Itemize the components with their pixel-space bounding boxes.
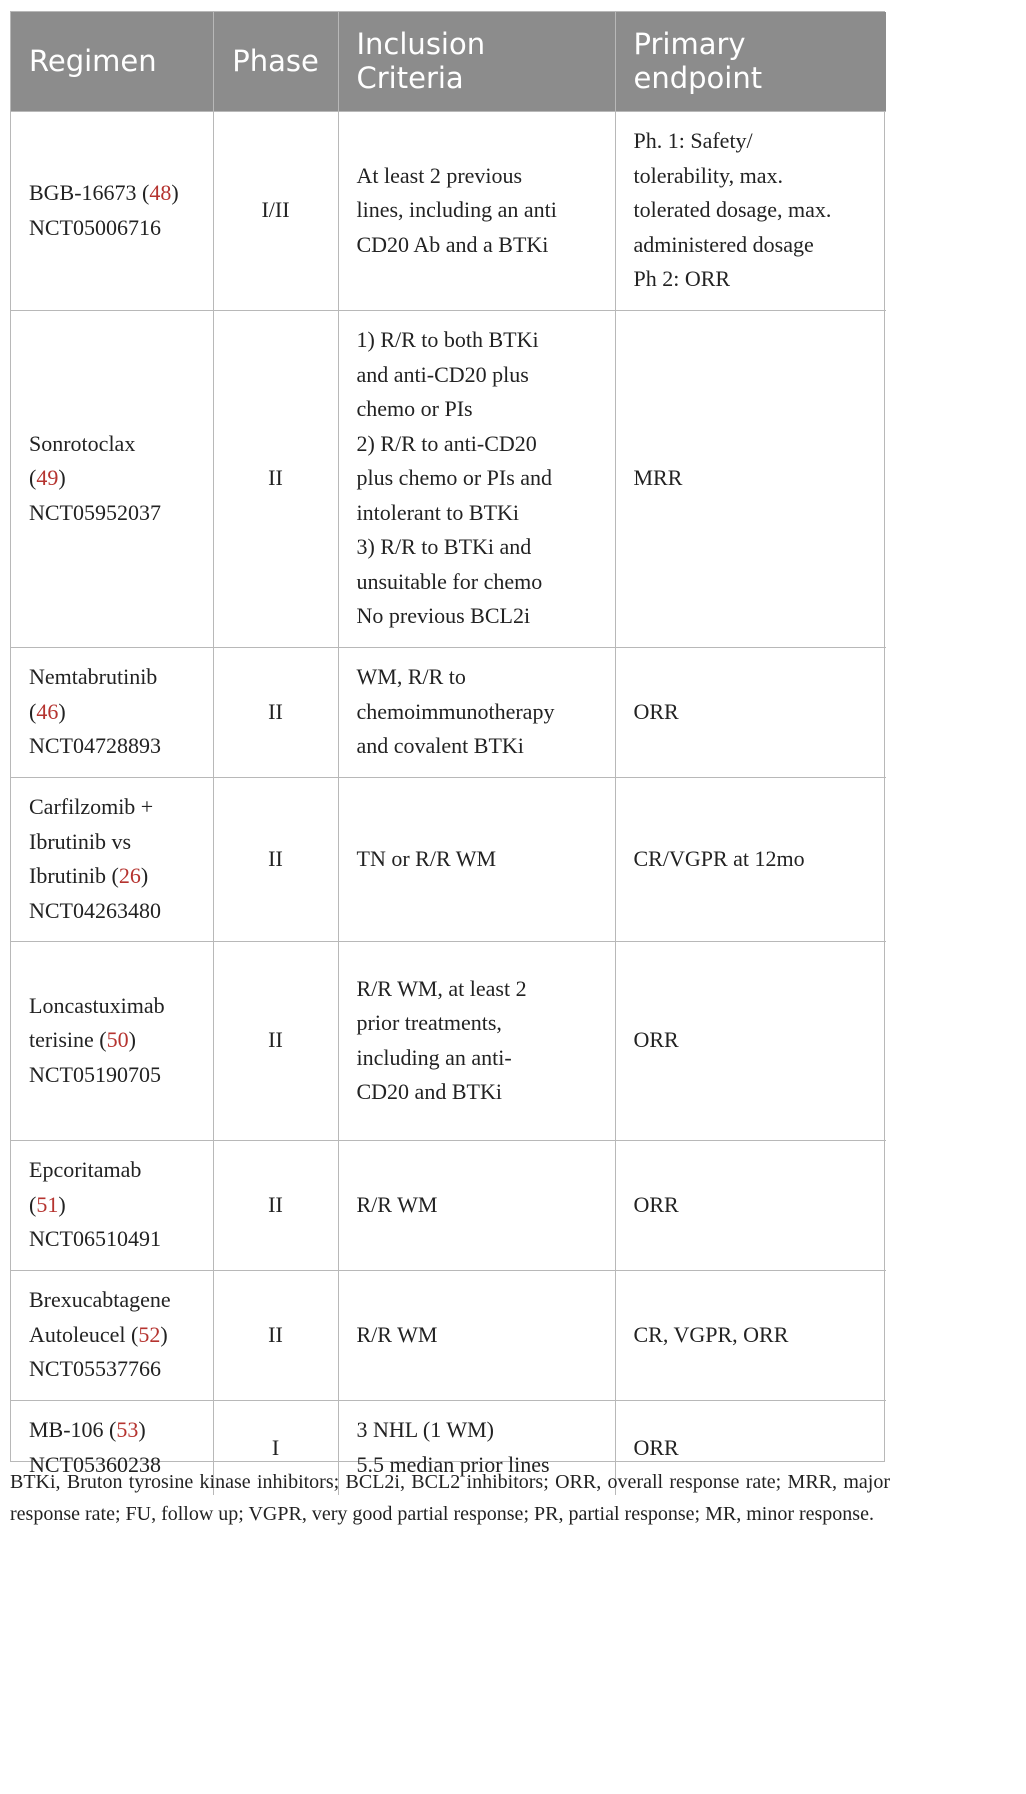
phase-cell: II	[213, 310, 338, 647]
endpoint-line: ORR	[633, 698, 679, 724]
regimen-line: terisine (50)	[29, 1027, 136, 1053]
regimen-line: NCT06510491	[29, 1226, 161, 1252]
phase-cell: II	[213, 1140, 338, 1270]
reference-link[interactable]: 51	[36, 1191, 59, 1217]
inclusion-line: intolerant to BTKi	[356, 499, 520, 525]
header-row	[11, 12, 886, 111]
header-line: endpoint	[633, 61, 763, 96]
endpoint-line: CR, VGPR, ORR	[633, 1321, 789, 1347]
inclusion-line: chemo or PIs	[356, 396, 473, 422]
reference-link[interactable]: 52	[138, 1321, 161, 1347]
inclusion-criteria-cell	[338, 1270, 615, 1400]
primary-endpoint-cell	[615, 310, 886, 647]
header-line: Phase	[232, 44, 319, 79]
primary-endpoint-cell	[615, 777, 886, 941]
table-row	[11, 111, 886, 310]
inclusion-line: chemoimmunotherapy	[356, 698, 555, 724]
phase-cell: I/II	[213, 111, 338, 310]
reference-link[interactable]: 50	[106, 1027, 129, 1053]
regimen-line: MB-106 (53)	[29, 1417, 146, 1443]
inclusion-criteria-cell	[338, 941, 615, 1140]
inclusion-line: unsuitable for chemo	[356, 568, 543, 594]
header-line: Regimen	[29, 44, 157, 79]
inclusion-criteria-cell	[338, 111, 615, 310]
primary-endpoint-cell	[615, 111, 886, 310]
reference-link[interactable]: 49	[36, 465, 59, 491]
phase-cell: II	[213, 647, 338, 777]
trials-table	[11, 12, 886, 1495]
reference-link[interactable]: 46	[36, 698, 59, 724]
endpoint-line: ORR	[633, 1434, 679, 1460]
header-line: Inclusion	[356, 27, 486, 62]
endpoint-line: Ph. 1: Safety/	[633, 128, 753, 154]
inclusion-line: No previous BCL2i	[356, 603, 531, 629]
endpoint-line: administered dosage	[633, 231, 814, 257]
endpoint-line: ORR	[633, 1191, 679, 1217]
regimen-line: NCT04728893	[29, 733, 161, 759]
header-regimen	[11, 12, 213, 111]
header-phase	[213, 12, 338, 111]
inclusion-line: WM, R/R to	[356, 664, 466, 690]
regimen-cell	[11, 941, 213, 1140]
inclusion-criteria-cell	[338, 310, 615, 647]
inclusion-line: R/R WM	[356, 1191, 438, 1217]
endpoint-line: ORR	[633, 1027, 679, 1053]
regimen-cell	[11, 111, 213, 310]
primary-endpoint-cell	[615, 1270, 886, 1400]
regimen-line: BGB-16673 (48)	[29, 180, 179, 205]
endpoint-line: CR/VGPR at 12mo	[633, 845, 805, 871]
table-row	[11, 941, 886, 1140]
regimen-line: (49)	[29, 465, 66, 491]
phase-cell: I	[213, 1400, 338, 1495]
regimen-line: Sonrotoclax	[29, 430, 136, 456]
endpoint-line: MRR	[633, 465, 683, 491]
regimen-line: Ibrutinib (26)	[29, 863, 149, 888]
regimen-line: (51)	[29, 1191, 66, 1217]
regimen-cell	[11, 1140, 213, 1270]
table-footnote: BTKi, Bruton tyrosine kinase inhibitors; BCL2i, BCL2 inhibitors; ORR, overall response rate; MRR, major response rate; FU, follow up; VGPR, very good partial response; PR, partial response; MR, minor response.	[10, 1471, 890, 1525]
inclusion-criteria-cell	[338, 647, 615, 777]
inclusion-line: 2) R/R to anti-CD20	[356, 430, 537, 456]
inclusion-line: prior treatments,	[356, 1010, 502, 1035]
primary-endpoint-cell	[615, 941, 886, 1140]
inclusion-line: 3 NHL (1 WM)	[356, 1417, 494, 1443]
trials-table-container	[10, 11, 885, 1477]
reference-link[interactable]: 48	[149, 180, 172, 205]
header-line: Criteria	[356, 61, 464, 96]
inclusion-line: 1) R/R to both BTKi	[356, 327, 539, 353]
inclusion-line: TN or R/R WM	[356, 845, 497, 871]
inclusion-line: CD20 Ab and a BTKi	[356, 231, 549, 257]
header-line: Primary	[633, 27, 746, 62]
primary-endpoint-cell	[615, 647, 886, 777]
table-row	[11, 1270, 886, 1400]
table-row	[11, 310, 886, 647]
regimen-cell	[11, 1270, 213, 1400]
reference-link[interactable]: 53	[116, 1417, 139, 1443]
regimen-line: NCT05537766	[29, 1356, 161, 1382]
endpoint-line: tolerated dosage, max.	[633, 197, 832, 223]
phase-cell: II	[213, 1270, 338, 1400]
table-row	[11, 647, 886, 777]
phase-cell: II	[213, 941, 338, 1140]
inclusion-line: 3) R/R to BTKi and	[356, 534, 532, 560]
regimen-line: Epcoritamab	[29, 1157, 142, 1183]
regimen-line: (46)	[29, 698, 66, 724]
primary-endpoint-cell	[615, 1140, 886, 1270]
inclusion-criteria-cell	[338, 1140, 615, 1270]
endpoint-line: tolerability, max.	[633, 162, 783, 188]
regimen-cell	[11, 777, 213, 941]
regimen-cell	[11, 647, 213, 777]
inclusion-line: R/R WM	[356, 1321, 438, 1347]
regimen-line: NCT05006716	[29, 214, 161, 240]
inclusion-line: 5.5 median prior lines	[356, 1451, 550, 1477]
table-row	[11, 1140, 886, 1270]
reference-link[interactable]: 26	[118, 863, 141, 888]
endpoint-line: Ph 2: ORR	[633, 266, 731, 292]
phase-cell: II	[213, 777, 338, 941]
regimen-line: Brexucabtagene	[29, 1287, 171, 1313]
regimen-line: Carfilzomib +	[29, 794, 154, 819]
regimen-line: NCT05952037	[29, 499, 161, 525]
header-primary-endpoint	[615, 12, 886, 111]
table-row	[11, 777, 886, 941]
regimen-cell	[11, 310, 213, 647]
inclusion-line: including an anti-	[356, 1044, 512, 1070]
inclusion-criteria-cell	[338, 777, 615, 941]
inclusion-line: and covalent BTKi	[356, 733, 524, 759]
inclusion-line: plus chemo or PIs and	[356, 465, 553, 491]
inclusion-line: At least 2 previous	[356, 162, 523, 188]
inclusion-line: CD20 and BTKi	[356, 1079, 502, 1104]
regimen-line: Loncastuximab	[29, 992, 165, 1018]
regimen-line: NCT05360238	[29, 1451, 161, 1477]
inclusion-line: and anti-CD20 plus	[356, 361, 529, 387]
regimen-line: Autoleucel (52)	[29, 1321, 168, 1347]
regimen-line: Ibrutinib vs	[29, 828, 132, 854]
regimen-line: Nemtabrutinib	[29, 664, 158, 690]
header-inclusion-criteria	[338, 12, 615, 111]
regimen-line: NCT05190705	[29, 1061, 161, 1087]
inclusion-line: lines, including an anti	[356, 197, 557, 223]
regimen-line: NCT04263480	[29, 897, 161, 923]
inclusion-line: R/R WM, at least 2	[356, 975, 527, 1001]
